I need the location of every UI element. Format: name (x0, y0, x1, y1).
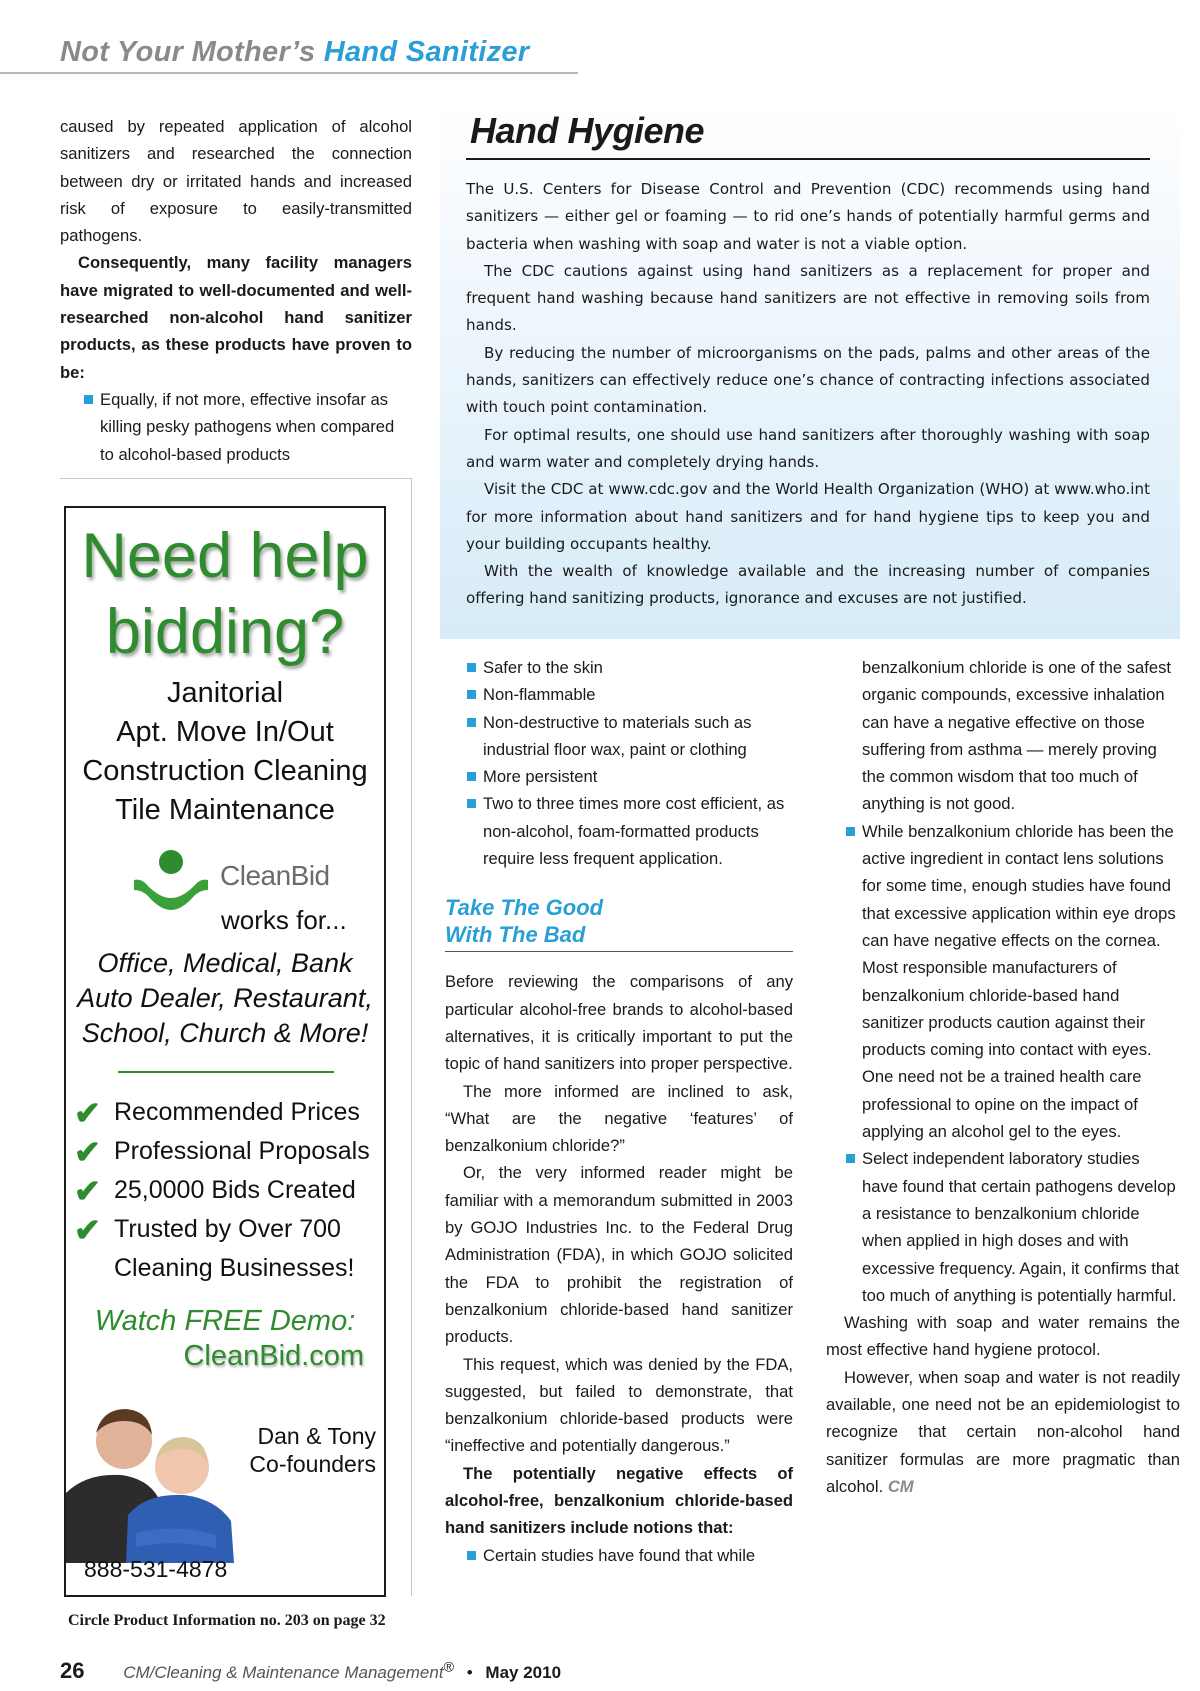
column-2 (445, 654, 793, 1569)
subheading-line-2: With The Bad (445, 922, 586, 948)
cleanbid-logo-icon (130, 846, 212, 916)
page-footer (60, 1658, 760, 1684)
col1-paragraph-2: Consequently, many facility managers have migrated to well-documented and well-researched non-alcohol hand sanitizer products, as these products have proven to be: (60, 253, 412, 382)
sidebar-paragraph: The CDC cautions against using hand sanitizers as a replacement for proper and frequent hand washing because hand sanitizers are not effective in removing soils from hands. (466, 261, 1150, 335)
ad-founder-role: Co-founders (249, 1451, 376, 1477)
col1-bullet-list (84, 386, 412, 468)
col2-final-bullet: Certain studies have found that while (467, 1542, 793, 1569)
col3-paragraph-final: However, when soap and water is not readily available, one need not be an epidemiologist to recognize that certain non-alcohol hand sanitizer formulas are more pragmatic than alcohol. CM (826, 1367, 1180, 1496)
col2-bullet: More persistent (467, 763, 793, 790)
ad-founders-caption (226, 1422, 376, 1478)
col2-bullet: Non-destructive to materials such as industrial floor wax, paint or clothing (467, 709, 793, 764)
sidebar-paragraph: With the wealth of knowledge available and the increasing number of companies offering hand sanitizing products, ignorance and excuses are not justified. (466, 562, 1150, 608)
ad-founder-names: Dan & Tony (257, 1423, 376, 1449)
ad-benefit: ✔ 25,0000 Bids Created (74, 1173, 356, 1209)
col3-bullet: While benzalkonium chloride has been the active ingredient in contact lens solutions for some time, enough studies have found that excessive application within eye drops can have negative effects on the cornea. Most responsible manufacturers of benzalkonium chloride-based hand sanitizer products caution against their products coming into contact with eyes. One need not be a trained health care professional to opine on the impact of applying an alcohol gel to the eyes. (846, 818, 1180, 1146)
ad-divider (118, 1071, 334, 1073)
footer-separator: • (466, 1663, 473, 1682)
ad-service: Apt. Move In/Out (116, 716, 334, 748)
sidebar-title: Hand Hygiene (470, 110, 705, 151)
sidebar-title-rule (466, 158, 1150, 160)
ad-client-line: Office, Medical, Bank (97, 948, 353, 978)
ad-phone-number[interactable]: 888-531-4878 (84, 1556, 228, 1582)
col2-paragraph: Or, the very informed reader might be familiar with a memorandum submitted in 2003 by GOJO Industries Inc. to the Federal Drug Administration (FDA), in which GOJO solicited the FDA to prohibit the registration of benzalkonium chloride-based hand sanitizer products. (445, 1163, 793, 1347)
reader-service-note: Circle Product Information no. 203 on page 32 (68, 1612, 386, 1629)
ad-works-for: works for... (221, 905, 347, 935)
col3-continued-bullet: benzalkonium chloride is one of the safest organic compounds, excessive inhalation can have a negative effective on those suffering from asthma — merely proving the common wisdom that too much of anything is not good. (862, 658, 1172, 814)
founders-photo (66, 1383, 236, 1563)
ad-website-link[interactable]: CleanBid.com (183, 1340, 364, 1372)
registered-mark: ® (443, 1659, 454, 1676)
checkmark-icon: ✔ (74, 1173, 101, 1209)
sidebar-paragraph: By reducing the number of microorganisms on the pads, palms and other areas of the hands, sanitizers can effectively reduce one’s chance of contracting infections associated with touch point contamination. (466, 343, 1150, 417)
col2-paragraph: The more informed are inclined to ask, “What are the negative ‘features’ of benzalkonium chloride?” (445, 1081, 793, 1156)
checkmark-icon: ✔ (74, 1134, 101, 1170)
col2-bullet-list (467, 654, 793, 872)
col3-paragraph: Washing with soap and water remains the most effective hand hygiene protocol. (826, 1313, 1180, 1360)
col3-bullet-list (846, 818, 1180, 1309)
sidebar-paragraph: For optimal results, one should use hand sanitizers after thoroughly washing with soap and warm water and completely drying hands. (466, 425, 1150, 471)
ad-benefits-list (74, 1093, 374, 1288)
publication-name: CM/Cleaning & Maintenance Management (123, 1663, 444, 1682)
col2-paragraph: Before reviewing the comparisons of any particular alcohol-free brands to alcohol-based alternatives, it is critically important to put the topic of hand sanitizers into proper perspective. (445, 972, 793, 1074)
col2-paragraph-bold: The potentially negative effects of alcohol-free, benzalkonium chloride-based hand sanitizers include notions that: (445, 1463, 793, 1538)
column-1-vertical-rule (411, 478, 412, 1596)
ad-client-line: Auto Dealer, Restaurant, (77, 983, 373, 1013)
column-3 (826, 654, 1180, 1500)
col2-final-bullet-list (467, 1542, 793, 1569)
ad-service: Tile Maintenance (115, 794, 335, 826)
running-head (60, 36, 529, 69)
ad-service: Construction Cleaning (82, 755, 368, 787)
col3-bullet: Select independent laboratory studies have found that certain pathogens develop a resistance to benzalkonium chloride when applied in high doses and with excessive frequency. Again, it confirms that too much of anything is potentially harmful. (846, 1145, 1180, 1309)
ad-benefit: ✔ Recommended Prices (74, 1095, 360, 1131)
subheading (445, 894, 793, 948)
col1-paragraph-1: caused by repeated application of alcohol sanitizers and researched the connection between dry or irritated hands and increased risk of exposure to easily-transmitted pathogens. (60, 117, 412, 246)
header-rule (0, 72, 578, 74)
sidebar-paragraph: The U.S. Centers for Disease Control and Prevention (CDC) recommends using hand sanitizers — either gel or foaming — to rid one’s hands of potentially harmful germs and bacteria when washing with soap and water is not a viable option. (466, 180, 1150, 253)
sidebar-paragraph: Visit the CDC at www.cdc.gov and the World Health Organization (WHO) at www.who.int for more information about hand sanitizers and for hand hygiene tips to keep you and your building occupants healthy. (466, 480, 1150, 553)
col2-bullet: Non-flammable (467, 681, 793, 708)
ad-demo-callout[interactable]: Watch FREE Demo: (94, 1305, 356, 1337)
cm-signoff: CM (887, 1476, 914, 1496)
col1-bullet-1: Equally, if not more, effective insofar as killing pesky pathogens when compared to alcohol-based products (84, 386, 412, 468)
ad-brand-name: CleanBid (220, 860, 330, 891)
ad-client-line: School, Church & More! (81, 1018, 369, 1048)
sidebar-body (466, 176, 1150, 613)
subheading-line-1: Take The Good (445, 895, 604, 921)
checkmark-icon: ✔ (74, 1212, 101, 1248)
ad-benefit: ✔ Professional Proposals (74, 1134, 370, 1170)
ad-benefit: ✔ Trusted by Over 700 Cleaning Businesses! (74, 1212, 355, 1282)
running-head-part1: Not Your Mother’s (60, 36, 316, 68)
ad-clients-list (66, 946, 384, 1051)
checkmark-icon: ✔ (74, 1095, 101, 1131)
col2-bullet: Two to three times more cost efficient, as non-alcohol, foam-formatted products require less frequent application. (467, 790, 793, 872)
cleanbid-advertisement[interactable] (64, 506, 386, 1597)
ad-services-list (66, 674, 384, 830)
subheading-rule (445, 951, 793, 952)
column-1-rule (60, 478, 412, 479)
issue-date: May 2010 (485, 1663, 562, 1682)
running-head-part2: Hand Sanitizer (323, 36, 530, 68)
page-number: 26 (60, 1658, 85, 1683)
col2-paragraph: This request, which was denied by the FDA, suggested, but failed to demonstrate, that benzalkonium chloride-based products were “ineffective and potentially dangerous.” (445, 1354, 793, 1456)
ad-headline-text: Need help bidding? (81, 521, 369, 667)
col2-bullet: Safer to the skin (467, 654, 793, 681)
ad-headline (66, 518, 384, 670)
column-1 (60, 113, 412, 468)
ad-service: Janitorial (166, 677, 284, 709)
